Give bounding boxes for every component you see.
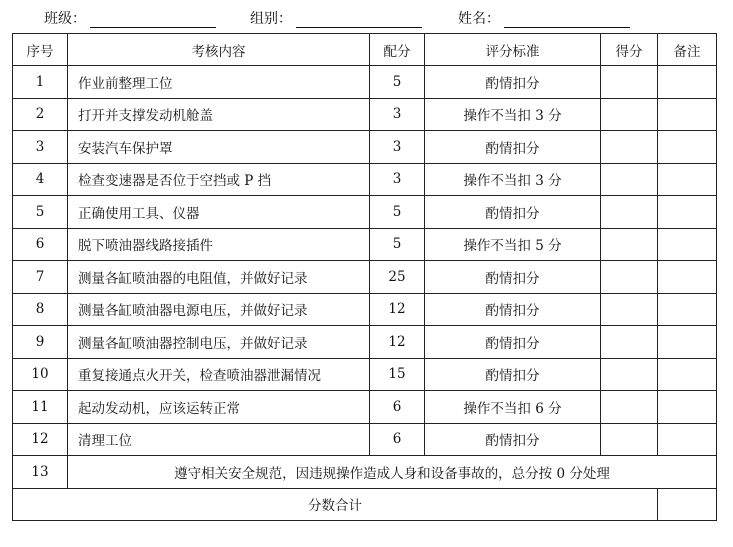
row-remarks-cell[interactable] — [658, 358, 717, 391]
row-no: 3 — [13, 131, 68, 164]
col-header-no: 序号 — [13, 34, 68, 66]
table-row — [13, 163, 717, 196]
row-score-cell[interactable] — [601, 358, 658, 391]
row-no: 5 — [13, 196, 68, 229]
row-no: 4 — [13, 163, 68, 196]
name-label: 姓名： — [458, 11, 500, 27]
row-item: 正确使用工具、仪器 — [68, 196, 370, 229]
table-row — [13, 228, 717, 261]
total-label: 分数合计 — [13, 488, 658, 521]
row-no: 8 — [13, 293, 68, 326]
row-no: 12 — [13, 423, 68, 456]
row-score-cell[interactable] — [601, 196, 658, 229]
row-remarks-cell[interactable] — [658, 326, 717, 359]
row-no: 2 — [13, 98, 68, 131]
row-item: 检查变速器是否位于空挡或 P 挡 — [68, 163, 370, 196]
row-item: 测量各缸喷油器电源电压，并做好记录 — [68, 293, 370, 326]
row-points: 3 — [370, 98, 425, 131]
row-remarks-cell[interactable] — [658, 98, 717, 131]
row-item: 起动发动机，应该运转正常 — [68, 391, 370, 424]
table-row — [13, 66, 717, 99]
col-header-points: 配分 — [370, 34, 425, 66]
class-label: 班级： — [44, 11, 86, 27]
row-item: 作业前整理工位 — [68, 66, 370, 99]
row-remarks-cell[interactable] — [658, 391, 717, 424]
row-standard: 操作不当扣 3 分 — [425, 98, 601, 131]
col-header-standard: 评分标准 — [425, 34, 601, 66]
row-score-cell[interactable] — [601, 391, 658, 424]
row-score-cell[interactable] — [601, 163, 658, 196]
assessment-table — [12, 33, 717, 521]
safety-row-text: 遵守相关安全规范，因违规操作造成人身和设备事故的，总分按 0 分处理 — [68, 456, 717, 489]
row-score-cell[interactable] — [601, 131, 658, 164]
row-score-cell[interactable] — [601, 261, 658, 294]
row-standard: 酌情扣分 — [425, 293, 601, 326]
row-score-cell[interactable] — [601, 228, 658, 261]
row-remarks-cell[interactable] — [658, 131, 717, 164]
row-points: 5 — [370, 66, 425, 99]
row-remarks-cell[interactable] — [658, 228, 717, 261]
row-remarks-cell[interactable] — [658, 163, 717, 196]
row-score-cell[interactable] — [601, 423, 658, 456]
row-standard: 酌情扣分 — [425, 131, 601, 164]
row-points: 12 — [370, 326, 425, 359]
row-standard: 酌情扣分 — [425, 326, 601, 359]
total-row — [13, 488, 717, 521]
table-row — [13, 293, 717, 326]
row-item: 打开并支撑发动机舱盖 — [68, 98, 370, 131]
row-points: 6 — [370, 423, 425, 456]
row-points: 3 — [370, 131, 425, 164]
row-no: 11 — [13, 391, 68, 424]
group-blank[interactable] — [296, 13, 422, 28]
row-standard: 操作不当扣 5 分 — [425, 228, 601, 261]
table-row — [13, 326, 717, 359]
row-remarks-cell[interactable] — [658, 261, 717, 294]
row-points: 5 — [370, 228, 425, 261]
group-label: 组别： — [250, 11, 292, 27]
row-standard: 酌情扣分 — [425, 261, 601, 294]
table-row — [13, 131, 717, 164]
row-score-cell[interactable] — [601, 326, 658, 359]
table-row — [13, 423, 717, 456]
row-item: 安装汽车保护罩 — [68, 131, 370, 164]
row-points: 3 — [370, 163, 425, 196]
col-header-item: 考核内容 — [68, 34, 370, 66]
name-field — [458, 8, 630, 28]
name-blank[interactable] — [504, 13, 630, 28]
class-blank[interactable] — [90, 13, 216, 28]
row-standard: 酌情扣分 — [425, 196, 601, 229]
row-item: 清理工位 — [68, 423, 370, 456]
row-score-cell[interactable] — [601, 98, 658, 131]
row-item: 重复接通点火开关，检查喷油器泄漏情况 — [68, 358, 370, 391]
table-row — [13, 358, 717, 391]
row-score-cell[interactable] — [601, 66, 658, 99]
table-header-row — [13, 34, 717, 66]
row-points: 25 — [370, 261, 425, 294]
row-standard: 酌情扣分 — [425, 66, 601, 99]
row-no: 9 — [13, 326, 68, 359]
row-score-cell[interactable] — [601, 293, 658, 326]
row-remarks-cell[interactable] — [658, 293, 717, 326]
row-standard: 酌情扣分 — [425, 423, 601, 456]
class-field — [44, 8, 216, 28]
total-score-cell[interactable] — [658, 488, 717, 521]
row-item: 脱下喷油器线路接插件 — [68, 228, 370, 261]
row-item: 测量各缸喷油器的电阻值，并做好记录 — [68, 261, 370, 294]
safety-row-no: 13 — [13, 456, 68, 489]
row-item: 测量各缸喷油器控制电压，并做好记录 — [68, 326, 370, 359]
row-no: 1 — [13, 66, 68, 99]
group-field — [250, 8, 422, 28]
table-row — [13, 196, 717, 229]
row-no: 7 — [13, 261, 68, 294]
row-no: 6 — [13, 228, 68, 261]
row-points: 6 — [370, 391, 425, 424]
table-row — [13, 98, 717, 131]
row-remarks-cell[interactable] — [658, 66, 717, 99]
row-standard: 操作不当扣 3 分 — [425, 163, 601, 196]
table-row — [13, 391, 717, 424]
table-row — [13, 261, 717, 294]
row-remarks-cell[interactable] — [658, 423, 717, 456]
form-header — [0, 6, 733, 30]
row-standard: 酌情扣分 — [425, 358, 601, 391]
row-no: 10 — [13, 358, 68, 391]
safety-row — [13, 456, 717, 489]
row-points: 5 — [370, 196, 425, 229]
col-header-score: 得分 — [601, 34, 658, 66]
row-remarks-cell[interactable] — [658, 196, 717, 229]
row-points: 15 — [370, 358, 425, 391]
col-header-remarks: 备注 — [658, 34, 717, 66]
row-points: 12 — [370, 293, 425, 326]
row-standard: 操作不当扣 6 分 — [425, 391, 601, 424]
